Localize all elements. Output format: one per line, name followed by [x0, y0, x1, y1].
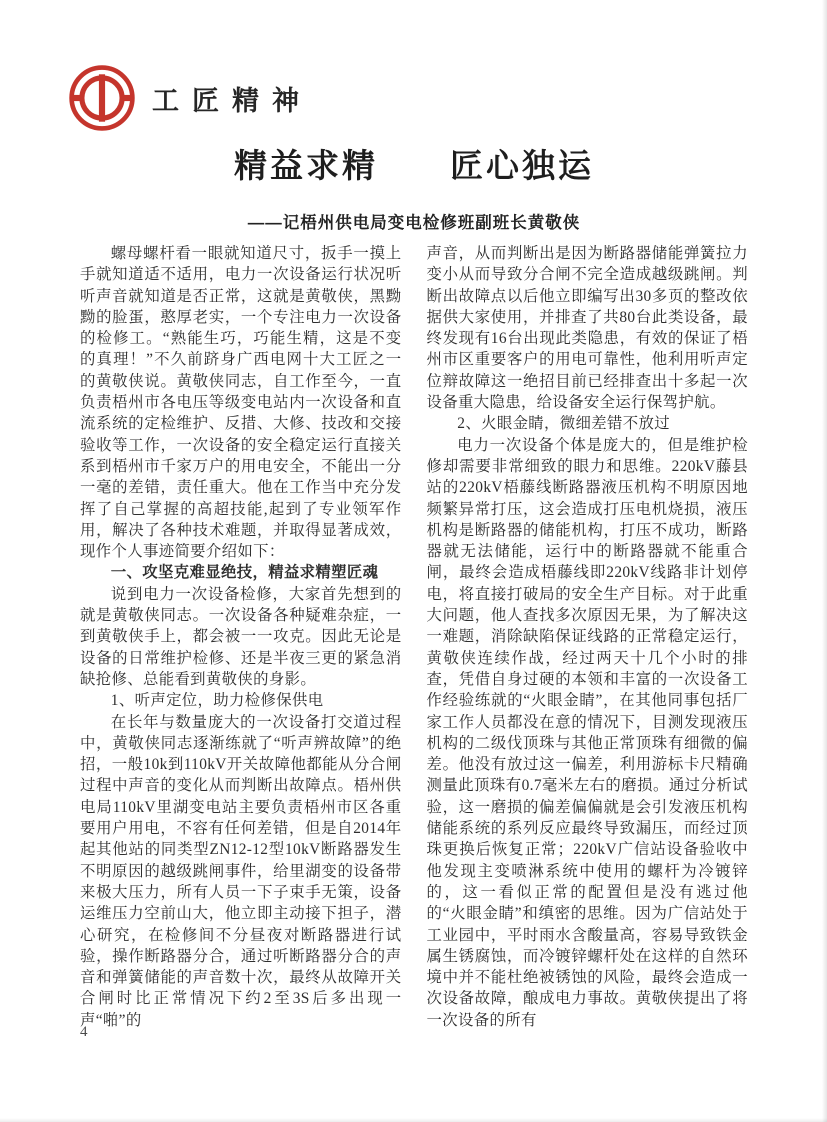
- right-column: [427, 243, 749, 1031]
- paragraph-section1: 说到电力一次设备检修，大家首先想到的就是黄敬侠同志。一次设备各种疑难杂症，一到黄敬侠手上，都会被一一攻克。因此无论是设备的日常维护检修、还是半夜三更的紧急消缺抢修、总能看到黄敬侠的身影。: [80, 585, 402, 688]
- page-number: 4: [80, 1024, 88, 1040]
- paragraph-listening-skill: 在长年与数量庞大的一次设备打交道过程中，黄敬侠同志逐渐练就了“听声辨故障”的绝招，一般10k到110kV开关故障他都能从分合闸过程中声音的变化从而判断出故障点。梧州供电局110kV里湖变电站主要负责梧州市区各重要用户用电，不容有任何差错，但是自2014年起其他站的同类型ZN12-12型10kV断路器发生不明原因的越级跳闸事件，给里湖变的设备带来极大压力，所有人员一下子束手无策，设备运维压力空前山大，他立即主动接下担子，潜心研究，在检修间不分昼夜对断路器进行试验，操作断路器分合，通过听断路器分合的声音和弹簧储能的声音数十次，最终从故障开关合闸时比正常情况下约2至3S后多出现一声“啪”的: [80, 713, 402, 1029]
- scan-edge-bottom: [0, 1118, 827, 1122]
- scan-edge-right: [822, 0, 827, 1122]
- trade-union-emblem-icon: [68, 64, 136, 132]
- left-column: [80, 243, 402, 1031]
- masthead-brand-text: 工匠精神: [152, 85, 312, 116]
- article-header: [80, 140, 748, 233]
- article-body: [80, 243, 748, 1031]
- sub-heading-1: 1、听声定位，助力检修保供电: [110, 692, 324, 710]
- article-title: 精益求精 匠心独运: [234, 149, 594, 185]
- article-subtitle: ——记梧州供电局变电检修班副班长黄敬侠: [247, 214, 581, 232]
- paragraph-sharp-eyes: 电力一次设备个体是庞大的，但是维护检修却需要非常细致的眼力和思维。220kV藤县站的220kV梧藤线断路器液压机构不明原因地频繁异常打压，这会造成打压电机烧损，液压机构是断路器的储能机构，打压不成功，断路器就无法储能，运行中的断路器就不能重合闸，最终会造成梧藤线即220kV线路非计划停电，将直接打破局的安全生产目标。对于此重大问题，他人查找多次原因无果，为了解决这一难题，消除缺陷保证线路的正常稳定运行，黄敬侠连续作战，经过两天十几个小时的排查，凭借自身过硬的本领和丰富的一次设备工作经验练就的“火眼金睛”，在其他同事包括厂家工作人员都没在意的情况下，目测发现液压机构的二级伐顶珠与其他正常顶珠有细微的偏差。他没有放过这一偏差，利用游标卡尺精确测量此顶珠有0.7毫米左右的磨损。通过分析试验，这一磨损的偏差偏偏就是会引发液压机构储能系统的系列反应最终导致漏压，而经过顶珠更换后恢复正常；220kV广信站设备验收中他发现主变喷淋系统中使用的螺杆为冷镀锌的，这一看似正常的配置但是没有逃过他的“火眼金睛”和缜密的思维。因为广信站处于工业园中，平时雨水含酸量高，容易导致铁金属生锈腐蚀，而冷镀锌螺杆处在这样的自然环境中并不能杜绝被锈蚀的风险，最终会造成一次设备故障，酿成电力事故。黄敬侠提出了将一次设备的所有: [426, 436, 748, 1029]
- paragraph-listening-skill-continued: 声音，从而判断出是因为断路器储能弹簧拉力变小从而导致分合闸不完全造成越级跳闸。判断出故障点以后他立即编写出30多页的整改依据供大家使用，并排查了共80台此类设备，最终发现有16台出现此类隐患，有效的保证了梧州市区重要客户的用电可靠性，他利用听声定位辩故障这一绝招目前已经排查出十多起一次设备重大隐患，给设备安全运行保驾护航。: [426, 245, 748, 412]
- paragraph-intro: 螺母螺杆看一眼就知道尺寸，扳手一摸上手就知道适不适用，电力一次设备运行状况听听声音就知道是否正常，这就是黄敬侠，黑黝黝的脸蛋，憨厚老实，一个专注电力一次设备的检修工。“熟能生巧，巧能生精，这是不变的真理！”不久前跻身广西电网十大工匠之一的黄敬侠说。黄敬侠同志，自工作至今，一直负责梧州市各电压等级变电站内一次设备和直流系统的定检维护、反措、大修、技改和交接验收等工作，一次设备的安全稳定运行直接关系到梧州市千家万户的用电安全，不能出一分一毫的差错，责任重大。他在工作当中充分发挥了自己掌握的高超技能,起到了专业领军作用，解决了各种技术难题，并取得显著成效，现作个人事迹简要介绍如下：: [80, 245, 402, 561]
- section-heading-1: 一、攻坚克难显绝技，精益求精塑匠魂: [110, 564, 379, 582]
- masthead: [68, 64, 312, 132]
- sub-heading-2: 2、火眼金睛，微细差错不放过: [457, 415, 670, 433]
